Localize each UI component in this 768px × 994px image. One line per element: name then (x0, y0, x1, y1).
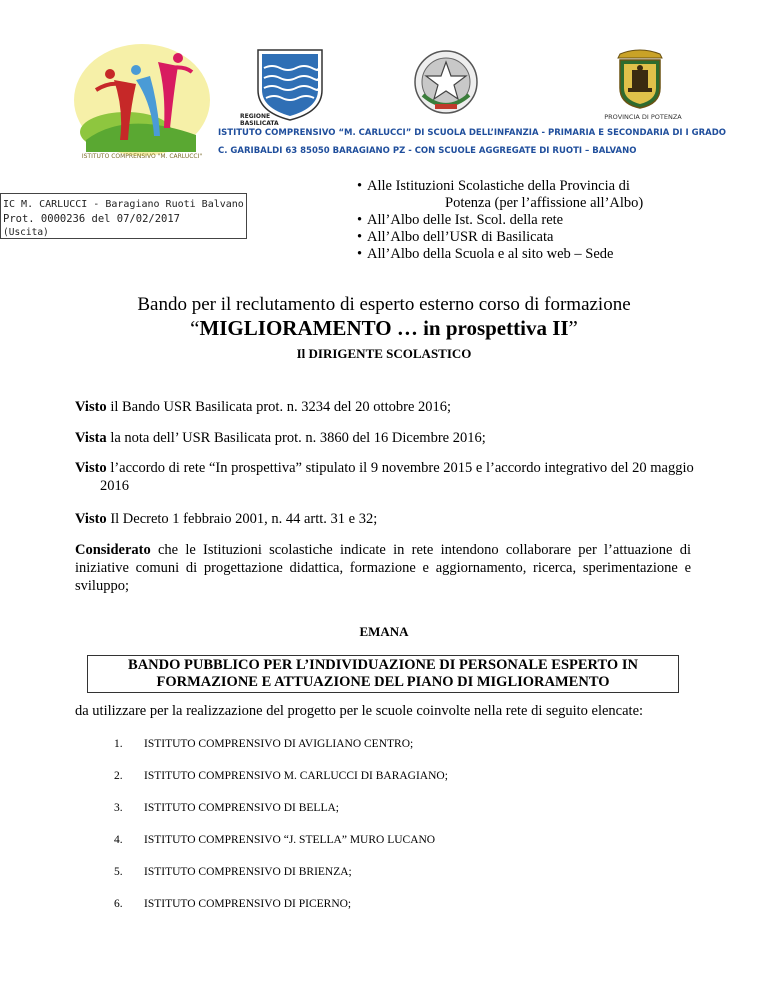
recipients-list (357, 178, 737, 263)
school-logo-caption: ISTITUTO COMPRENSIVO "M. CARLUCCI" (81, 153, 203, 160)
preamble-item: Visto Il Decreto 1 febbraio 2001, n. 44 artt. 31 e 32; (75, 511, 378, 527)
preamble-item: Visto l’accordo di rete “In prospettiva” stipulato il 9 novembre 2015 e l’accordo integrativo del 20 maggio 2016 (75, 460, 694, 494)
preamble-item: Visto il Bando USR Basilicata prot. n. 3234 del 20 ottobre 2016; (75, 399, 452, 415)
recipient-item: • All’Albo dell’USR di Basilicata (357, 229, 554, 245)
school-logo (66, 40, 218, 162)
list-item: 2. ISTITUTO COMPRENSIVO M. CARLUCCI DI BARAGIANO; (114, 770, 448, 782)
recipient-item-continuation: Potenza (per l’affissione all’Albo) (445, 195, 644, 211)
recipient-item: • Alle Istituzioni Scolastiche della Provincia di (357, 178, 630, 194)
bando-heading-line: BANDO PUBBLICO PER L’INDIVIDUAZIONE DI PERSONALE ESPERTO IN (128, 657, 638, 673)
school-address: C. GARIBALDI 63 85050 BARAGIANO PZ - CON SCUOLE AGGREGATE DI RUOTI – BALVANO (218, 146, 637, 156)
recipient-item: • All’Albo delle Ist. Scol. della rete (357, 212, 564, 228)
bando-subtitle: “MIGLIORAMENTO … in prospettiva II” (190, 316, 578, 340)
protocol-direction: (Uscita) (3, 227, 49, 238)
region-caption: REGIONE BASILICATA (240, 113, 279, 127)
region-crest-icon (250, 46, 330, 122)
bando-title: Bando per il reclutamento di esperto esterno corso di formazione (137, 294, 631, 315)
bullet-icon: • (357, 178, 363, 194)
list-item: 4. ISTITUTO COMPRENSIVO “J. STELLA” MURO LUCANO (114, 834, 436, 846)
province-crest-icon (610, 48, 670, 110)
list-item: 3. ISTITUTO COMPRENSIVO DI BELLA; (114, 802, 339, 814)
province-caption: PROVINCIA DI POTENZA (604, 113, 682, 121)
preamble-item: Vista la nota dell’ USR Basilicata prot. n. 3860 del 16 Dicembre 2016; (75, 430, 486, 446)
bullet-icon: • (357, 212, 363, 228)
bando-heading-line: FORMAZIONE E ATTUAZIONE DEL PIANO DI MIGLIORAMENTO (156, 674, 610, 690)
italian-republic-emblem-icon (413, 49, 479, 115)
list-item: 5. ISTITUTO COMPRENSIVO DI BRIENZA; (114, 866, 352, 878)
bando-heading-box (87, 655, 679, 693)
protocol-school: IC M. CARLUCCI - Baragiano Ruoti Balvano (3, 199, 244, 210)
bullet-icon: • (357, 229, 363, 245)
bullet-icon: • (357, 246, 363, 262)
intro-text: da utilizzare per la realizzazione del progetto per le scuole coinvolte nella rete di seguito elencate: (75, 703, 644, 719)
school-name: ISTITUTO COMPRENSIVO “M. CARLUCCI” DI SCUOLA DELL’INFANZIA - PRIMARIA E SECONDARIA DI I GRADO (218, 128, 727, 138)
recipient-item: • All’Albo della Scuola e al sito web – Sede (357, 246, 614, 262)
emana-heading: EMANA (359, 624, 409, 639)
list-item: 1. ISTITUTO COMPRENSIVO DI AVIGLIANO CENTRO; (114, 738, 414, 750)
list-item: 6. ISTITUTO COMPRENSIVO DI PICERNO; (114, 898, 352, 910)
course-name: MIGLIORAMENTO … in prospettiva II (199, 316, 569, 340)
protocol-stamp (0, 193, 247, 239)
dirigente-heading: Il DIRIGENTE SCOLASTICO (296, 346, 472, 361)
preamble-item: Considerato che le Istituzioni scolastiche indicate in rete intendono collaborare per l’attuazione di iniziative comuni di progettazione didattica, formazione e aggiornamento, ricerca, sperimentazione e sviluppo; (75, 542, 691, 594)
protocol-number: Prot. 0000236 del 07/02/2017 (3, 213, 181, 225)
